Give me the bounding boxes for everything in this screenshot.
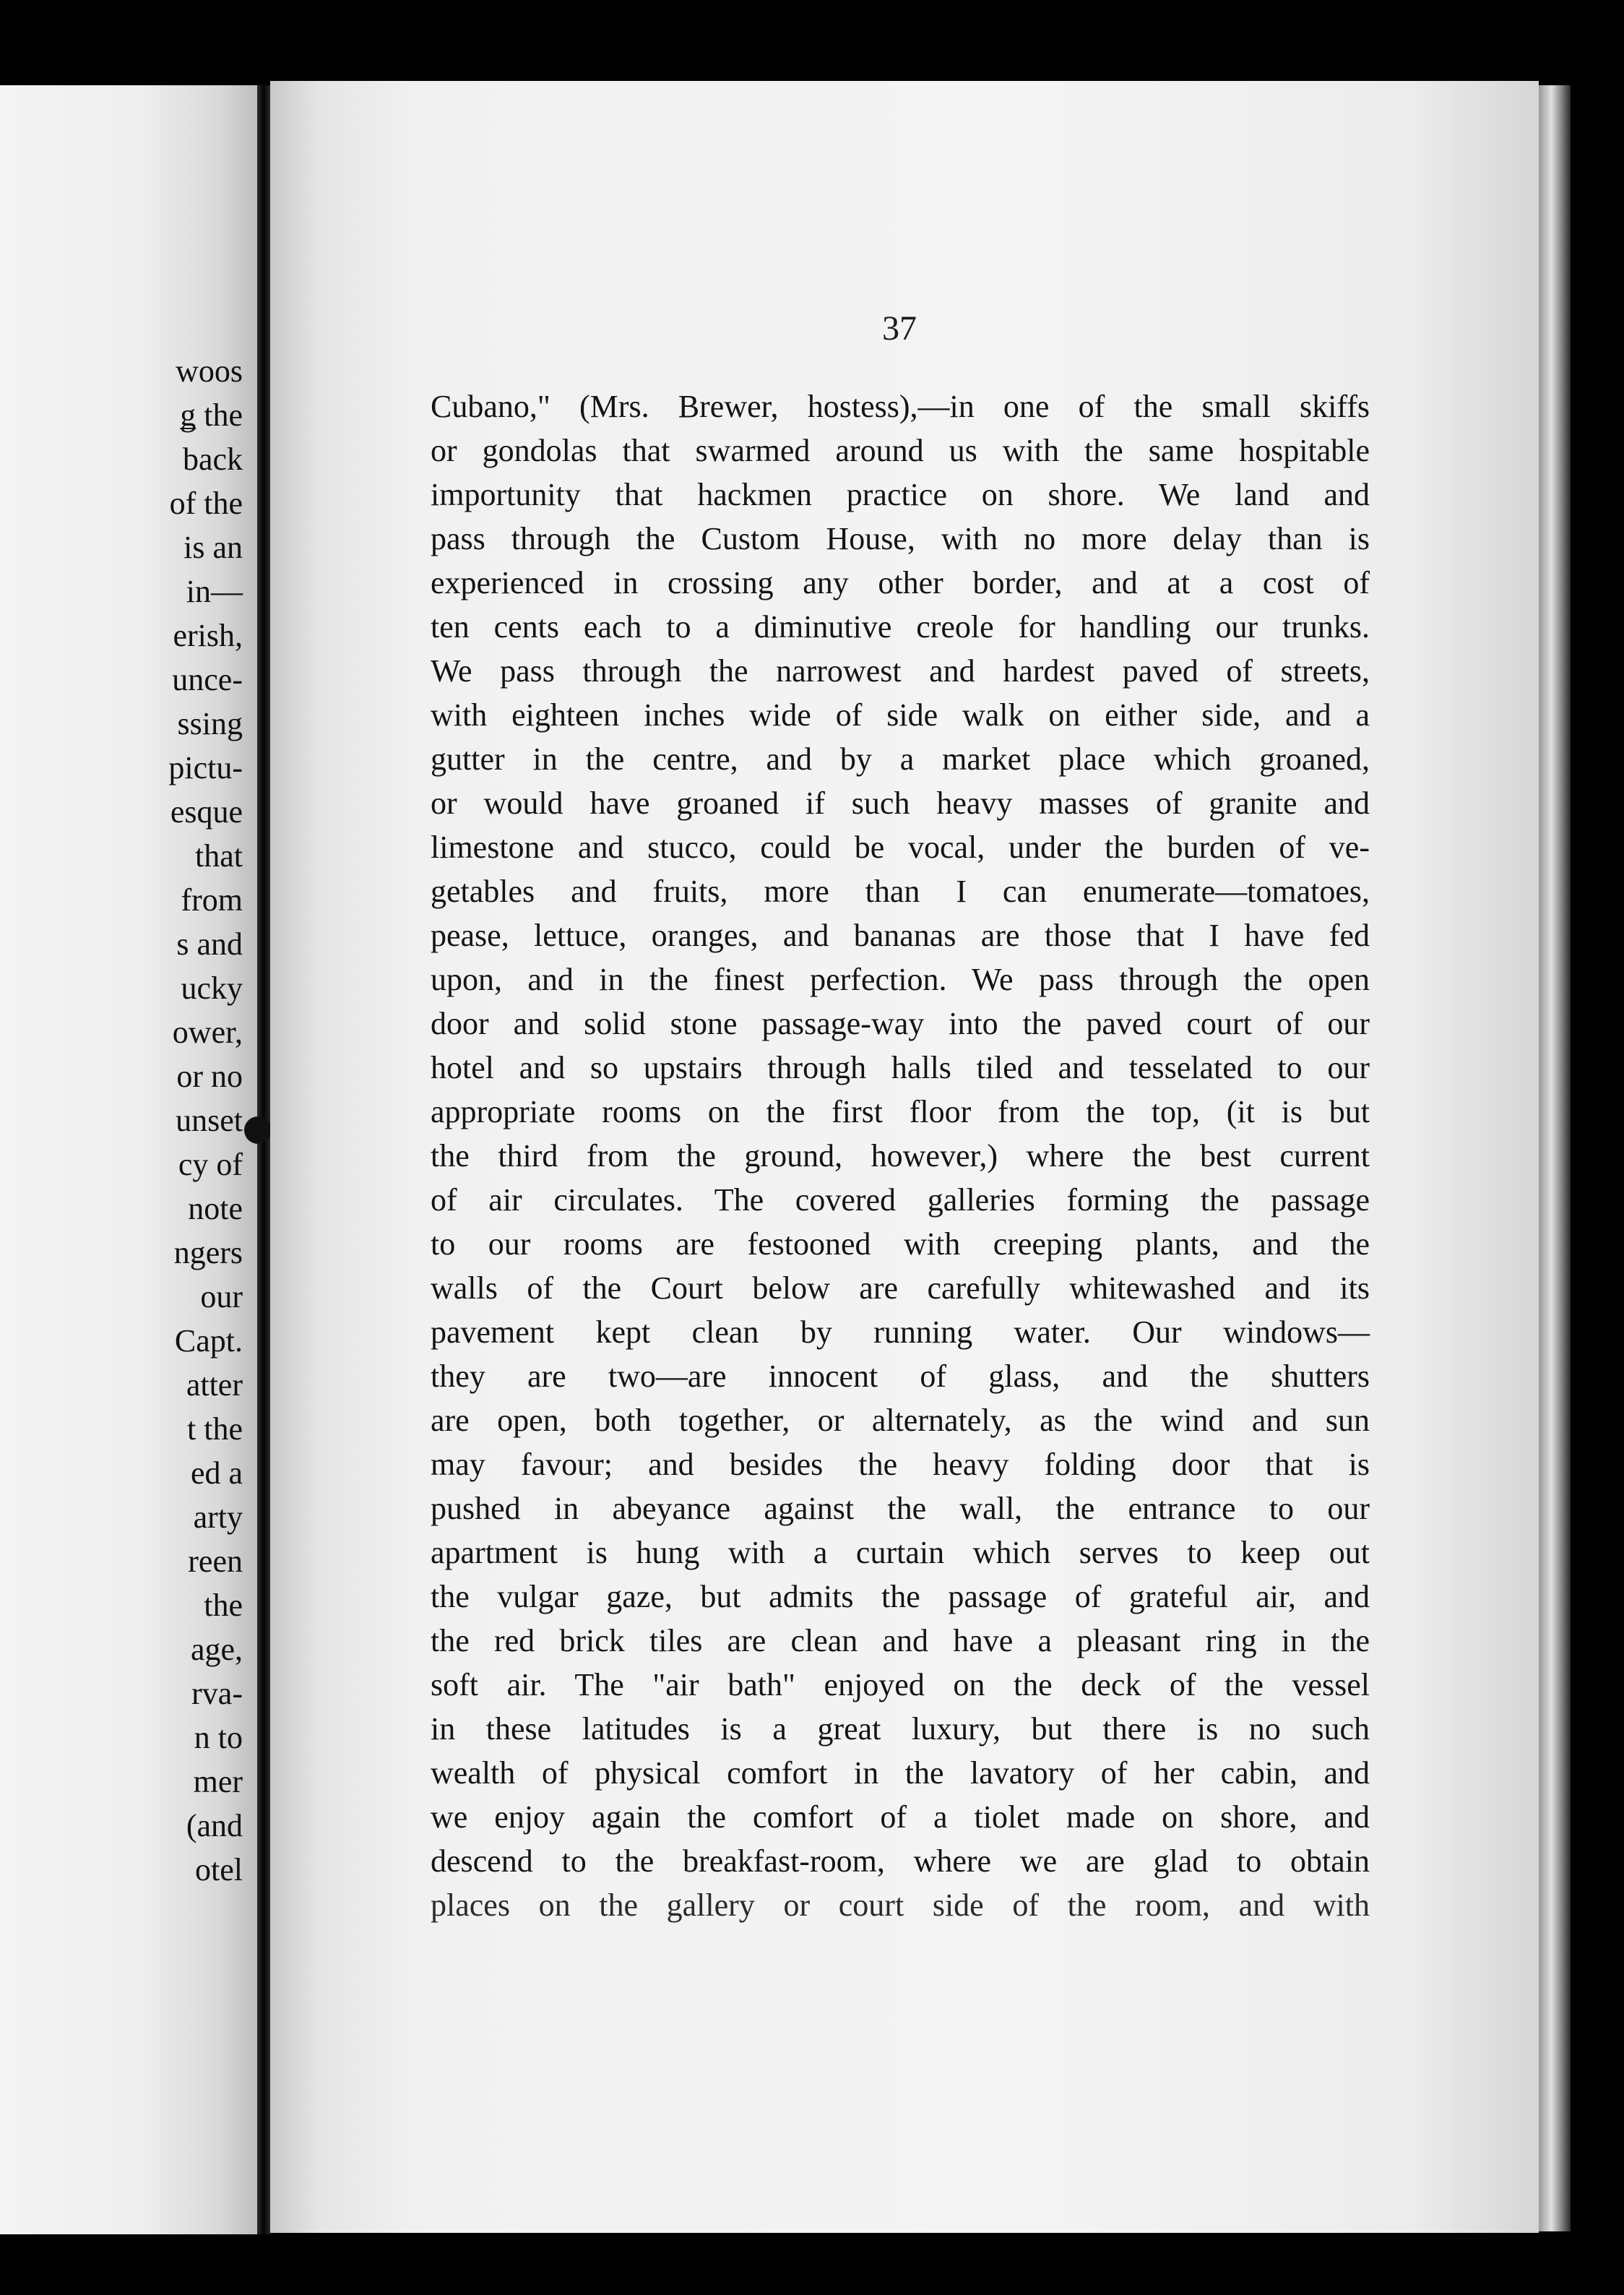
left-page-line: age, (190, 1632, 243, 1667)
body-text-line: descend to the breakfast-room, where we are glad to obtain (431, 1843, 1370, 1879)
left-page-line: that (195, 838, 243, 874)
left-page-line: from (181, 882, 243, 918)
body-text-line: are open, both together, or alternately, as the wind and sun (431, 1403, 1370, 1438)
left-page-line: is an (183, 530, 243, 565)
book-gutter (257, 85, 270, 2234)
left-page-line: esque (170, 794, 243, 830)
left-page-line: t the (187, 1411, 243, 1447)
left-page-line: in— (186, 574, 243, 609)
left-page-line: Capt. (174, 1323, 243, 1359)
body-text-line: importunity that hackmen practice on shore. We land and (431, 477, 1370, 512)
body-text-line: soft air. The "air bath" enjoyed on the deck of the vessel (431, 1667, 1370, 1702)
left-page (0, 85, 257, 2234)
body-text-line: we enjoy again the comfort of a tiolet made on shore, and (431, 1799, 1370, 1835)
binding-thread-knot (244, 1116, 272, 1144)
left-page-line: reen (188, 1543, 243, 1579)
body-text-line: experienced in crossing any other border, and at a cost of (431, 565, 1370, 600)
body-text-line: may favour; and besides the heavy folding door that is (431, 1447, 1370, 1482)
body-text-line: upon, and in the finest perfection. We pass through the open (431, 962, 1370, 997)
body-text-line: pease, lettuce, oranges, and bananas are those that I have fed (431, 918, 1370, 953)
left-page-line: rva- (191, 1676, 243, 1711)
left-page-line: woos (176, 353, 243, 389)
left-page-line: (and (186, 1808, 243, 1843)
body-text-line: walls of the Court below are carefully whitewashed and its (431, 1270, 1370, 1306)
body-text-line: to our rooms are festooned with creeping plants, and the (431, 1226, 1370, 1262)
left-page-line: pictu- (168, 750, 243, 785)
body-text-line: We pass through the narrowest and hardest paved of streets, (431, 653, 1370, 689)
page-edge-stack (1539, 85, 1571, 2231)
left-page-line: unce- (172, 662, 243, 697)
body-text-line: of air circulates. The covered galleries forming the passage (431, 1182, 1370, 1218)
body-text-line: the vulgar gaze, but admits the passage of grateful air, and (431, 1579, 1370, 1614)
left-page-line: ssing (177, 706, 243, 741)
left-page-line: the (204, 1588, 243, 1623)
body-text-line: door and solid stone passage-way into the paved court of our (431, 1006, 1370, 1041)
left-page-text-fragments (69, 349, 243, 1892)
body-text-line: getables and fruits, more than I can enumerate—tomatoes, (431, 874, 1370, 909)
left-page-line: our (200, 1279, 243, 1314)
body-text-line: the third from the ground, however,) where the best current (431, 1138, 1370, 1174)
body-text-line: Cubano," (Mrs. Brewer, hostess),—in one of the small skiffs (431, 389, 1370, 424)
body-text-line: gutter in the centre, and by a market place which groaned, (431, 741, 1370, 777)
body-text-line: they are two—are innocent of glass, and the shutters (431, 1359, 1370, 1394)
body-text-line: or gondolas that swarmed around us with the same hospitable (431, 433, 1370, 468)
body-text-line: appropriate rooms on the first floor from the top, (it is but (431, 1094, 1370, 1129)
left-page-line: n to (194, 1720, 243, 1755)
left-page-line: ǥ the (180, 397, 243, 433)
body-text-line: in these latitudes is a great luxury, but there is no such (431, 1711, 1370, 1747)
page-body-text (431, 384, 1370, 1927)
body-text-line: the red brick tiles are clean and have a pleasant ring in the (431, 1623, 1370, 1658)
left-page-line: otel (195, 1852, 243, 1887)
left-page-line: erish, (173, 618, 243, 653)
body-text-line: pushed in abeyance against the wall, the entrance to our (431, 1491, 1370, 1526)
body-text-line: places on the gallery or court side of the room, and with (431, 1887, 1370, 1923)
left-page-line: of the (169, 486, 243, 521)
left-page-line: mer (193, 1764, 243, 1799)
left-page-line: or no (176, 1059, 243, 1094)
body-text-line: pavement kept clean by running water. Our windows— (431, 1314, 1370, 1350)
left-page-line: ower, (172, 1015, 243, 1050)
body-text-line: hotel and so upstairs through halls tiled and tesselated to our (431, 1050, 1370, 1085)
left-page-line: ed a (190, 1455, 243, 1491)
page-number: 37 (882, 309, 917, 348)
left-page-line: atter (186, 1367, 243, 1403)
body-text-line: or would have groaned if such heavy masses of granite and (431, 785, 1370, 821)
left-page-line: ucky (181, 970, 243, 1006)
body-text-line: ten cents each to a diminutive creole for handling our trunks. (431, 609, 1370, 645)
body-text-line: wealth of physical comfort in the lavatory of her cabin, and (431, 1755, 1370, 1791)
left-page-line: note (188, 1191, 243, 1226)
body-text-line: limestone and stucco, could be vocal, under the burden of ve- (431, 830, 1370, 865)
body-text-line: pass through the Custom House, with no more delay than is (431, 521, 1370, 556)
body-text-line: with eighteen inches wide of side walk on either side, and a (431, 697, 1370, 733)
left-page-line: ngers (173, 1235, 243, 1270)
body-text-line: apartment is hung with a curtain which serves to keep out (431, 1535, 1370, 1570)
left-page-line: cy of (178, 1147, 243, 1182)
left-page-line: s and (176, 926, 243, 962)
left-page-line: back (182, 442, 243, 477)
left-page-line: unset (176, 1103, 243, 1138)
left-page-line: arty (193, 1499, 243, 1535)
